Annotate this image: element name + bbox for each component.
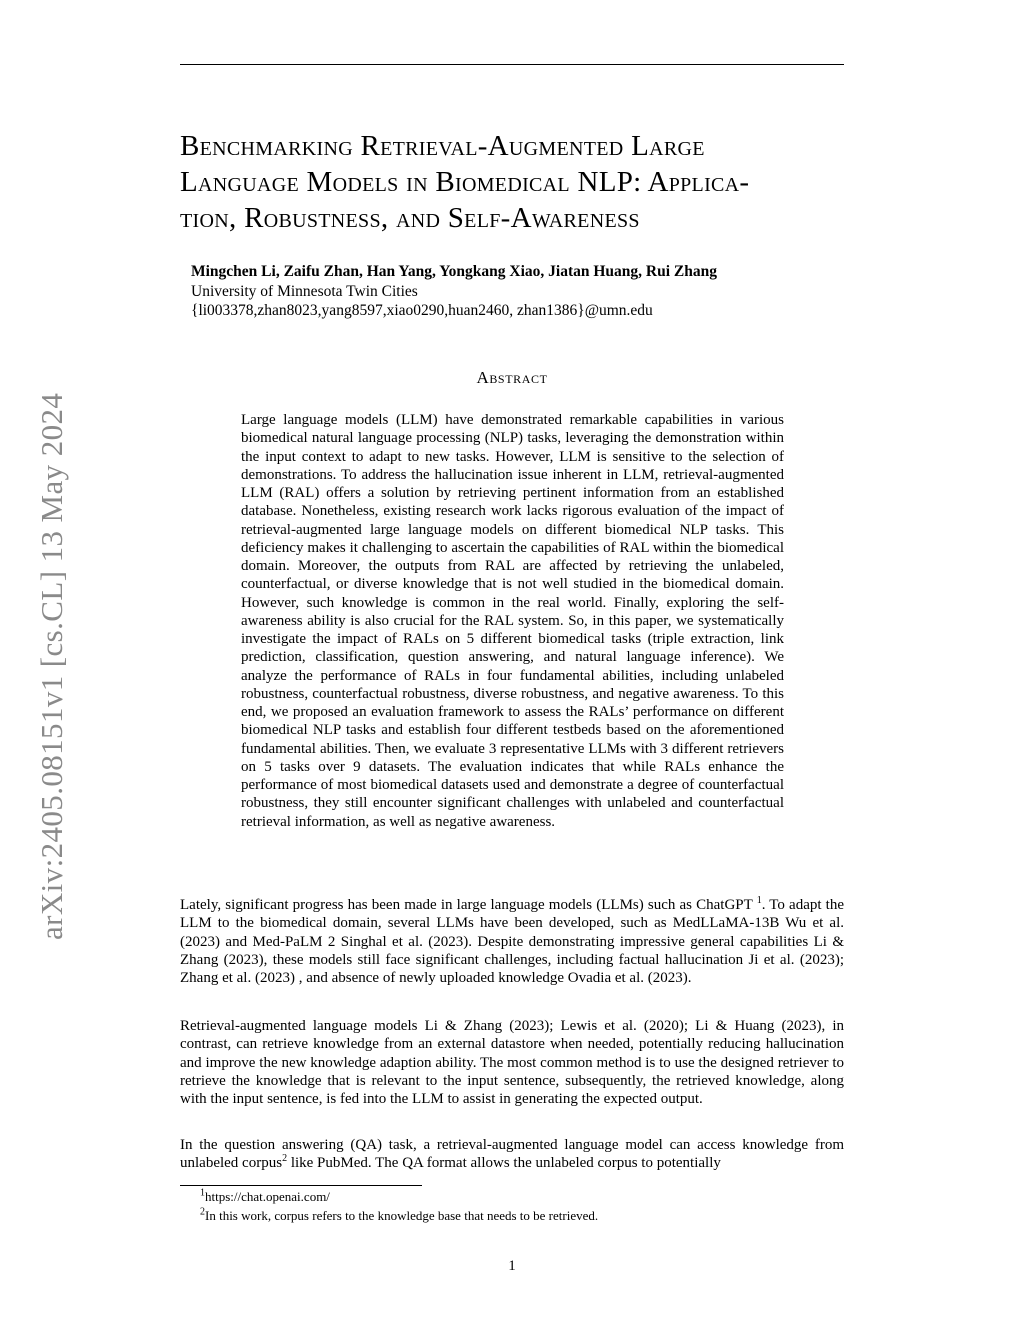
paper-title	[180, 128, 844, 236]
footnote-rule	[180, 1185, 422, 1186]
title-line-2: Language Models in Biomedical NLP: Applica-	[180, 166, 750, 198]
abstract-text: Large language models (LLM) have demonstrated remarkable capabilities in various biomedical natural language processing (NLP) tasks, leveraging the demonstration within the input context to adapt to new tasks. However, LLM is sensitive to the selection of demonstrations. To address the hallucination issue inherent in LLM, retrieval-augmented LLM (RAL) offers a solution by retrieving pertinent information from an established database. Nonetheless, existing research work lacks rigorous evaluation of the impact of retrieval-augmented large language models on different biomedical NLP tasks. This deficiency makes it challenging to ascertain the capabilities of RAL within the biomedical domain. Moreover, the outputs from RAL are affected by retrieving the unlabeled, counterfactual, or diverse knowledge that is not well studied in the biomedical domain. However, such knowledge is common in the real world. Finally, exploring the self-awareness ability is also crucial for the RAL system. So, in this paper, we systematically investigate the impact of RALs on 5 different biomedical tasks (triple extraction, link prediction, classification, question answering, and natural language inference). We analyze the performance of RALs in four fundamental abilities, including unlabeled robustness, counterfactual robustness, diverse robustness, and negative awareness. To this end, we proposed an evaluation framework to assess the RALs’ performance on different biomedical NLP tasks and establish four different testbeds based on the aforementioned fundamental abilities. Then, we evaluate 3 representative LLMs with 3 different retrievers on 5 tasks over 9 datasets. The evaluation indicates that while RALs enhance the performance of most biomedical datasets used and demonstrate a degree of counterfactual robustness, they still encounter significant challenges with unlabeled and counterfactual retrieval information, as well as negative awareness.	[241, 412, 784, 830]
body-p3-text-a: In the question answering (QA) task, a retrieval-augmented language model can access knowledge from unlabeled corpus	[180, 1137, 844, 1172]
affiliation-block	[191, 282, 653, 320]
affiliation: University of Minnesota Twin Cities	[191, 283, 418, 300]
page-number: 1	[508, 1258, 516, 1274]
body-paragraph-2: Retrieval-augmented language models Li & Zhang (2023); Lewis et al. (2020); Li & Huang (2023), in contrast, can retrieve knowledge from an external datastore when needed, potentially reducing hallucination and improve the new knowledge adaption ability. The most common method is to use the designed retriever to retrieve the knowledge that is relevant to the input sentence, subsequently, the retrieved knowledge, along with the input sentence, is fed into the LLM to assist in generating the expected output.	[180, 1018, 844, 1108]
footnote-2-mark: 2	[200, 1206, 205, 1218]
author-emails: {li003378,zhan8023,yang8597,xiao0290,huan2460, zhan1386}@umn.edu	[191, 302, 653, 319]
footnote-1	[200, 1189, 330, 1205]
body-paragraph-1	[180, 896, 844, 987]
footnote-1-link[interactable]: https://chat.openai.com/	[205, 1189, 330, 1204]
footnote-1-mark: 1	[200, 1187, 205, 1199]
title-line-1: Benchmarking Retrieval-Augmented Large	[180, 130, 705, 162]
abstract-heading: Abstract	[476, 368, 548, 387]
body-paragraph-3	[180, 1136, 844, 1173]
body-p3-text-b: like PubMed. The QA format allows the unlabeled corpus to potentially	[287, 1155, 721, 1172]
body-p1-text-b: . To adapt the LLM to the biomedical domain, several LLMs have been developed, such as MedLLaMA-13B Wu et al. (2023) and Med-PaLM 2 Singhal et al. (2023). Despite demonstrating impressive general capabilities Li & Zhang (2023), these models still face significant challenges, including factual hallucination Ji et al. (2023); Zhang et al. (2023) , and absence of newly uploaded knowledge Ovadia et al. (2023).	[180, 897, 845, 987]
arxiv-identifier: arXiv:2405.08151v1 [cs.CL] 13 May 2024	[34, 392, 69, 940]
footnote-ref-1[interactable]: 1	[756, 895, 762, 906]
author-list: Mingchen Li, Zaifu Zhan, Han Yang, Yongkang Xiao, Jiatan Huang, Rui Zhang	[191, 263, 718, 280]
top-rule	[180, 64, 844, 65]
footnote-ref-2[interactable]: 2	[282, 1153, 288, 1165]
footnote-2-text: In this work, corpus refers to the knowledge base that needs to be retrieved.	[205, 1208, 599, 1223]
footnote-2	[200, 1208, 598, 1224]
body-p1-text-a: Lately, significant progress has been made in large language models (LLMs) such as ChatGPT	[180, 897, 757, 913]
title-line-3: tion, Robustness, and Self-Awareness	[180, 202, 640, 234]
